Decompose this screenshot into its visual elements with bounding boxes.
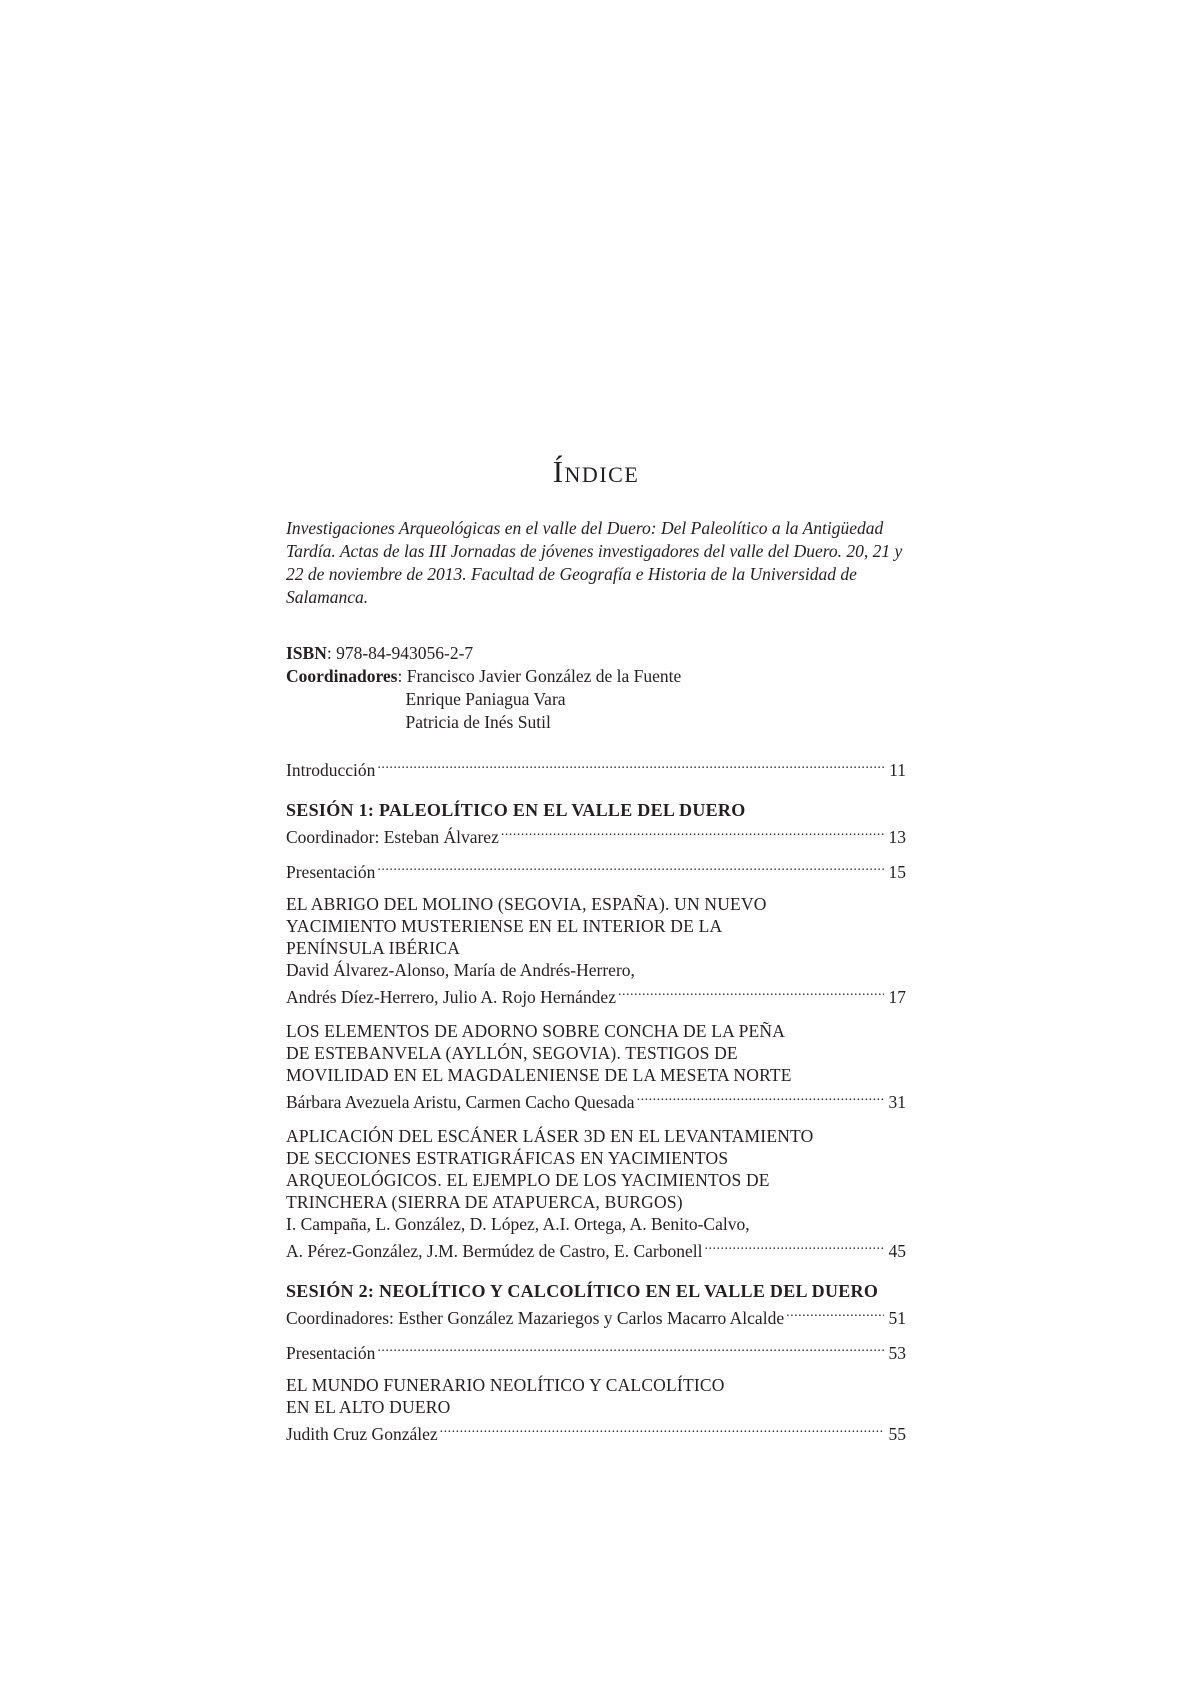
entry-author-line: Bárbara Avezuela Aristu, Carmen Cacho Quesada <box>286 1092 635 1112</box>
coordinators-names <box>398 665 682 734</box>
entry-title-line: EN EL ALTO DUERO <box>286 1397 451 1417</box>
coordinator-name: Enrique Paniagua Vara <box>405 689 566 709</box>
toc-page-number: 13 <box>888 827 906 847</box>
publication-metadata <box>286 642 906 734</box>
toc-page-number: 55 <box>888 1424 906 1444</box>
entry-author-line-with-page <box>286 1418 906 1445</box>
entry-title-line: PENÍNSULA IBÉRICA <box>286 938 461 958</box>
dot-leader <box>377 856 884 878</box>
entry-author-line-with-page <box>286 1086 906 1113</box>
entry-author-line-with-page <box>286 981 906 1008</box>
dot-leader <box>377 1337 884 1359</box>
entry-title-line: EL ABRIGO DEL MOLINO (SEGOVIA, ESPAÑA). UN NUEVO <box>286 894 767 914</box>
page-content <box>286 455 906 1457</box>
session-1-title: SESIÓN 1: PALEOLÍTICO EN EL VALLE DEL DUERO <box>286 800 746 820</box>
toc-entry-label: Coordinadores: Esther González Mazariegos y Carlos Macarro Alcalde <box>286 1308 785 1328</box>
toc-entry[interactable] <box>286 893 906 1008</box>
toc-entry-label: Coordinador: Esteban Álvarez <box>286 827 499 847</box>
entry-title-line: EL MUNDO FUNERARIO NEOLÍTICO Y CALCOLÍTICO <box>286 1375 725 1395</box>
entry-author-line-with-page <box>286 1235 906 1262</box>
toc-entry-introduccion[interactable] <box>286 754 906 781</box>
entry-title-line: LOS ELEMENTOS DE ADORNO SOBRE CONCHA DE LA PEÑA <box>286 1021 786 1041</box>
entry-title-line: APLICACIÓN DEL ESCÁNER LÁSER 3D EN EL LEVANTAMIENTO <box>286 1126 814 1146</box>
toc-entry[interactable] <box>286 1125 906 1262</box>
publication-description: Investigaciones Arqueológicas en el valle del Duero: Del Paleolítico a la Antigüedad Tardía. Actas de las III Jornadas de jóvenes investigadores del valle del Duero. 20, 21 y 22 de noviembre de 2013. Facultad de Geografía e Historia de la Universidad de Salamanca. <box>286 518 903 607</box>
entry-author-line: I. Campaña, L. González, D. López, A.I. Ortega, A. Benito-Calvo, <box>286 1214 750 1234</box>
coordinators-block <box>286 665 906 734</box>
isbn-value: : 978-84-943056-2-7 <box>326 643 474 663</box>
table-of-contents <box>286 754 906 1445</box>
toc-entry[interactable] <box>286 1374 906 1445</box>
toc-entry-label: Introducción <box>286 760 376 780</box>
dot-leader <box>501 821 884 843</box>
coordinator-name: Patricia de Inés Sutil <box>405 712 551 732</box>
session-1-coordinator[interactable] <box>286 821 906 848</box>
entry-title-line: TRINCHERA (SIERRA DE ATAPUERCA, BURGOS) <box>286 1192 683 1212</box>
toc-page-number: 51 <box>888 1308 906 1328</box>
toc-entry-label: Presentación <box>286 1343 376 1363</box>
entry-author-line: David Álvarez-Alonso, María de Andrés-Herrero, <box>286 960 635 980</box>
entry-author-line: Andrés Díez-Herrero, Julio A. Rojo Hernández <box>286 987 616 1007</box>
entry-title-line: ARQUEOLÓGICOS. EL EJEMPLO DE LOS YACIMIENTOS DE <box>286 1170 770 1190</box>
dot-leader <box>786 1302 884 1324</box>
toc-page-number: 45 <box>888 1241 906 1261</box>
toc-page-number: 15 <box>888 862 906 882</box>
toc-page-number: 31 <box>888 1092 906 1112</box>
toc-entry[interactable] <box>286 1020 906 1113</box>
entry-title-line: DE SECCIONES ESTRATIGRÁFICAS EN YACIMIENTOS <box>286 1148 729 1168</box>
toc-page-number: 53 <box>888 1343 906 1363</box>
toc-page-number: 11 <box>889 760 906 780</box>
coordinators-label: Coordinadores <box>286 666 398 686</box>
isbn-line <box>286 642 906 665</box>
toc-entry-label: Presentación <box>286 862 376 882</box>
entry-author-line: A. Pérez-González, J.M. Bermúdez de Castro, E. Carbonell <box>286 1241 703 1261</box>
dot-leader <box>618 981 884 1003</box>
coordinator-name: : Francisco Javier González de la Fuente <box>397 666 682 686</box>
session-2-title: SESIÓN 2: NEOLÍTICO Y CALCOLÍTICO EN EL VALLE DEL DUERO <box>286 1281 879 1301</box>
session-2-coordinator[interactable] <box>286 1302 906 1329</box>
toc-page-number: 17 <box>888 987 906 1007</box>
session-2-presentation[interactable] <box>286 1337 906 1364</box>
entry-title-line: DE ESTEBANVELA (AYLLÓN, SEGOVIA). TESTIGOS DE <box>286 1043 738 1063</box>
entry-title-line: MOVILIDAD EN EL MAGDALENIENSE DE LA MESETA NORTE <box>286 1065 792 1085</box>
entry-title-line: YACIMIENTO MUSTERIENSE EN EL INTERIOR DE LA <box>286 916 723 936</box>
dot-leader <box>377 754 884 776</box>
page-title: Índice <box>552 454 640 489</box>
session-1-presentation[interactable] <box>286 856 906 883</box>
isbn-label: ISBN <box>286 643 327 663</box>
dot-leader <box>440 1418 884 1440</box>
dot-leader <box>704 1235 884 1257</box>
entry-author-line: Judith Cruz González <box>286 1424 438 1444</box>
dot-leader <box>637 1086 884 1108</box>
